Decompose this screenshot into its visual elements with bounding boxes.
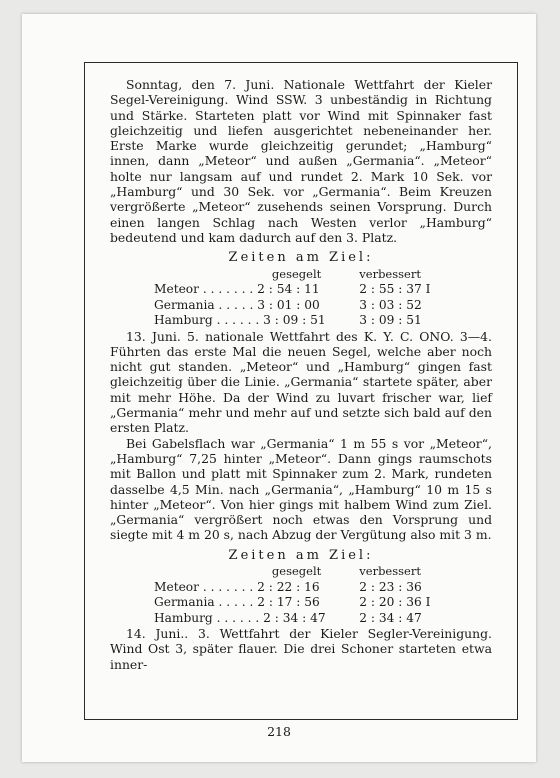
yacht-name: Hamburg — [154, 313, 213, 328]
corrected-time: 2 : 55 : 37 I — [359, 282, 431, 297]
results-table-2 — [154, 564, 492, 626]
yacht-name: Hamburg — [154, 610, 213, 625]
corrected-time: 2 : 20 : 36 I — [359, 595, 431, 610]
paragraph-june-7: Sonntag, den 7. Juni. Nationale Wettfahrt der Kieler Segel-Vereinigung. Wind SSW. 3 unbeständig in Richtung und Stärke. Starteten platt vor Wind mit Spinnaker fast gleichzeitig und liefen ausgerichtet nebeneinander her. Erste Marke wurde gleichzeitig gerundet; „Hamburg“ innen, dann „Meteor“ und außen „Germania“. „Meteor“ holte nur langsam auf und rundet 2. Mark 10 Sek. vor „Hamburg“ und 30 Sek. vor „Germania“. Beim Kreuzen vergrößerte „Meteor“ zusehends seinen Vorsprung. Durch einen langen Schlag nach Westen verlor „Hamburg“ bedeutend und kam dadurch auf den 3. Platz. — [110, 77, 492, 245]
table-row — [154, 313, 492, 329]
col-sailed-label: gesegelt — [271, 564, 322, 579]
table-row — [154, 595, 492, 611]
table-row — [154, 580, 492, 596]
sailed-time: 2 : 17 : 56 — [257, 595, 320, 610]
book-page — [22, 14, 536, 762]
times-heading-1: Zeiten am Ziel: — [228, 250, 374, 266]
page-number: 218 — [267, 724, 291, 739]
col-sailed-label: gesegelt — [271, 266, 322, 281]
paragraph-gabelsflach: Bei Gabelsflach war „Germania“ 1 m 55 s vor „Meteor“, „Hamburg“ 7,25 hinter „Meteor“. Dann gings raumschots mit Ballon und platt mit Spinnaker zum 2. Mark, rundeten dasselbe 4,5 Min. nach „Germania“, „Hamburg“ 10 m 15 s hinter „Meteor“. Von hier gings mit halbem Wind zum Ziel. „Germania“ vergrößert noch etwas den Vorsprung und siegte mit 4 m 20 s, nach Abzug der Vergütung also mit 3 m. — [110, 435, 492, 543]
text-block — [110, 77, 492, 672]
corrected-time: 3 : 09 : 51 — [359, 313, 422, 328]
yacht-name: Germania — [154, 595, 215, 610]
col-corrected-label: verbessert — [359, 564, 421, 579]
sailed-time: 3 : 01 : 00 — [257, 297, 320, 312]
corrected-time: 2 : 34 : 47 — [359, 610, 422, 625]
yacht-name: Germania — [154, 297, 215, 312]
leader-dots: . . . . . . — [212, 610, 264, 625]
paragraph-june-13: 13. Juni. 5. nationale Wettfahrt des K. Y. C. ONO. 3—4. Führten das erste Mal die neuen Segel, welche aber noch nicht gut standen. „Meteor“ und „Hamburg“ gingen fast gleichzeitig über die Linie. „Germania“ startete später, aber mit mehr Höhe. Da der Wind zu luvart frischer war, lief „Germania“ mehr und mehr auf und setzte sich bald auf den ersten Platz. — [110, 328, 492, 436]
results-table-1 — [154, 267, 492, 329]
yacht-name: Meteor — [154, 282, 199, 297]
col-corrected-label: verbessert — [359, 266, 421, 281]
paragraph-june-14: 14. Juni.. 3. Wettfahrt der Kieler Segler-Vereinigung. Wind Ost 3, später flauer. Die drei Schoner starteten etwa inner- — [110, 626, 492, 672]
table-header-row — [154, 267, 492, 283]
table-row — [154, 298, 492, 314]
sailed-time: 2 : 22 : 16 — [257, 579, 320, 594]
leader-dots: . . . . . . — [212, 313, 264, 328]
sailed-time: 3 : 09 : 51 — [263, 313, 326, 328]
table-row — [154, 282, 492, 298]
leader-dots: . . . . . . . — [198, 579, 258, 594]
yacht-name: Meteor — [154, 579, 199, 594]
corrected-time: 2 : 23 : 36 — [359, 579, 422, 594]
corrected-time: 3 : 03 : 52 — [359, 297, 422, 312]
sailed-time: 2 : 54 : 11 — [257, 282, 320, 297]
leader-dots: . . . . . — [214, 595, 258, 610]
leader-dots: . . . . . — [214, 297, 258, 312]
leader-dots: . . . . . . . — [198, 282, 258, 297]
table-header-row — [154, 564, 492, 580]
times-heading-2: Zeiten am Ziel: — [228, 547, 374, 563]
table-row — [154, 611, 492, 627]
sailed-time: 2 : 34 : 47 — [263, 610, 326, 625]
